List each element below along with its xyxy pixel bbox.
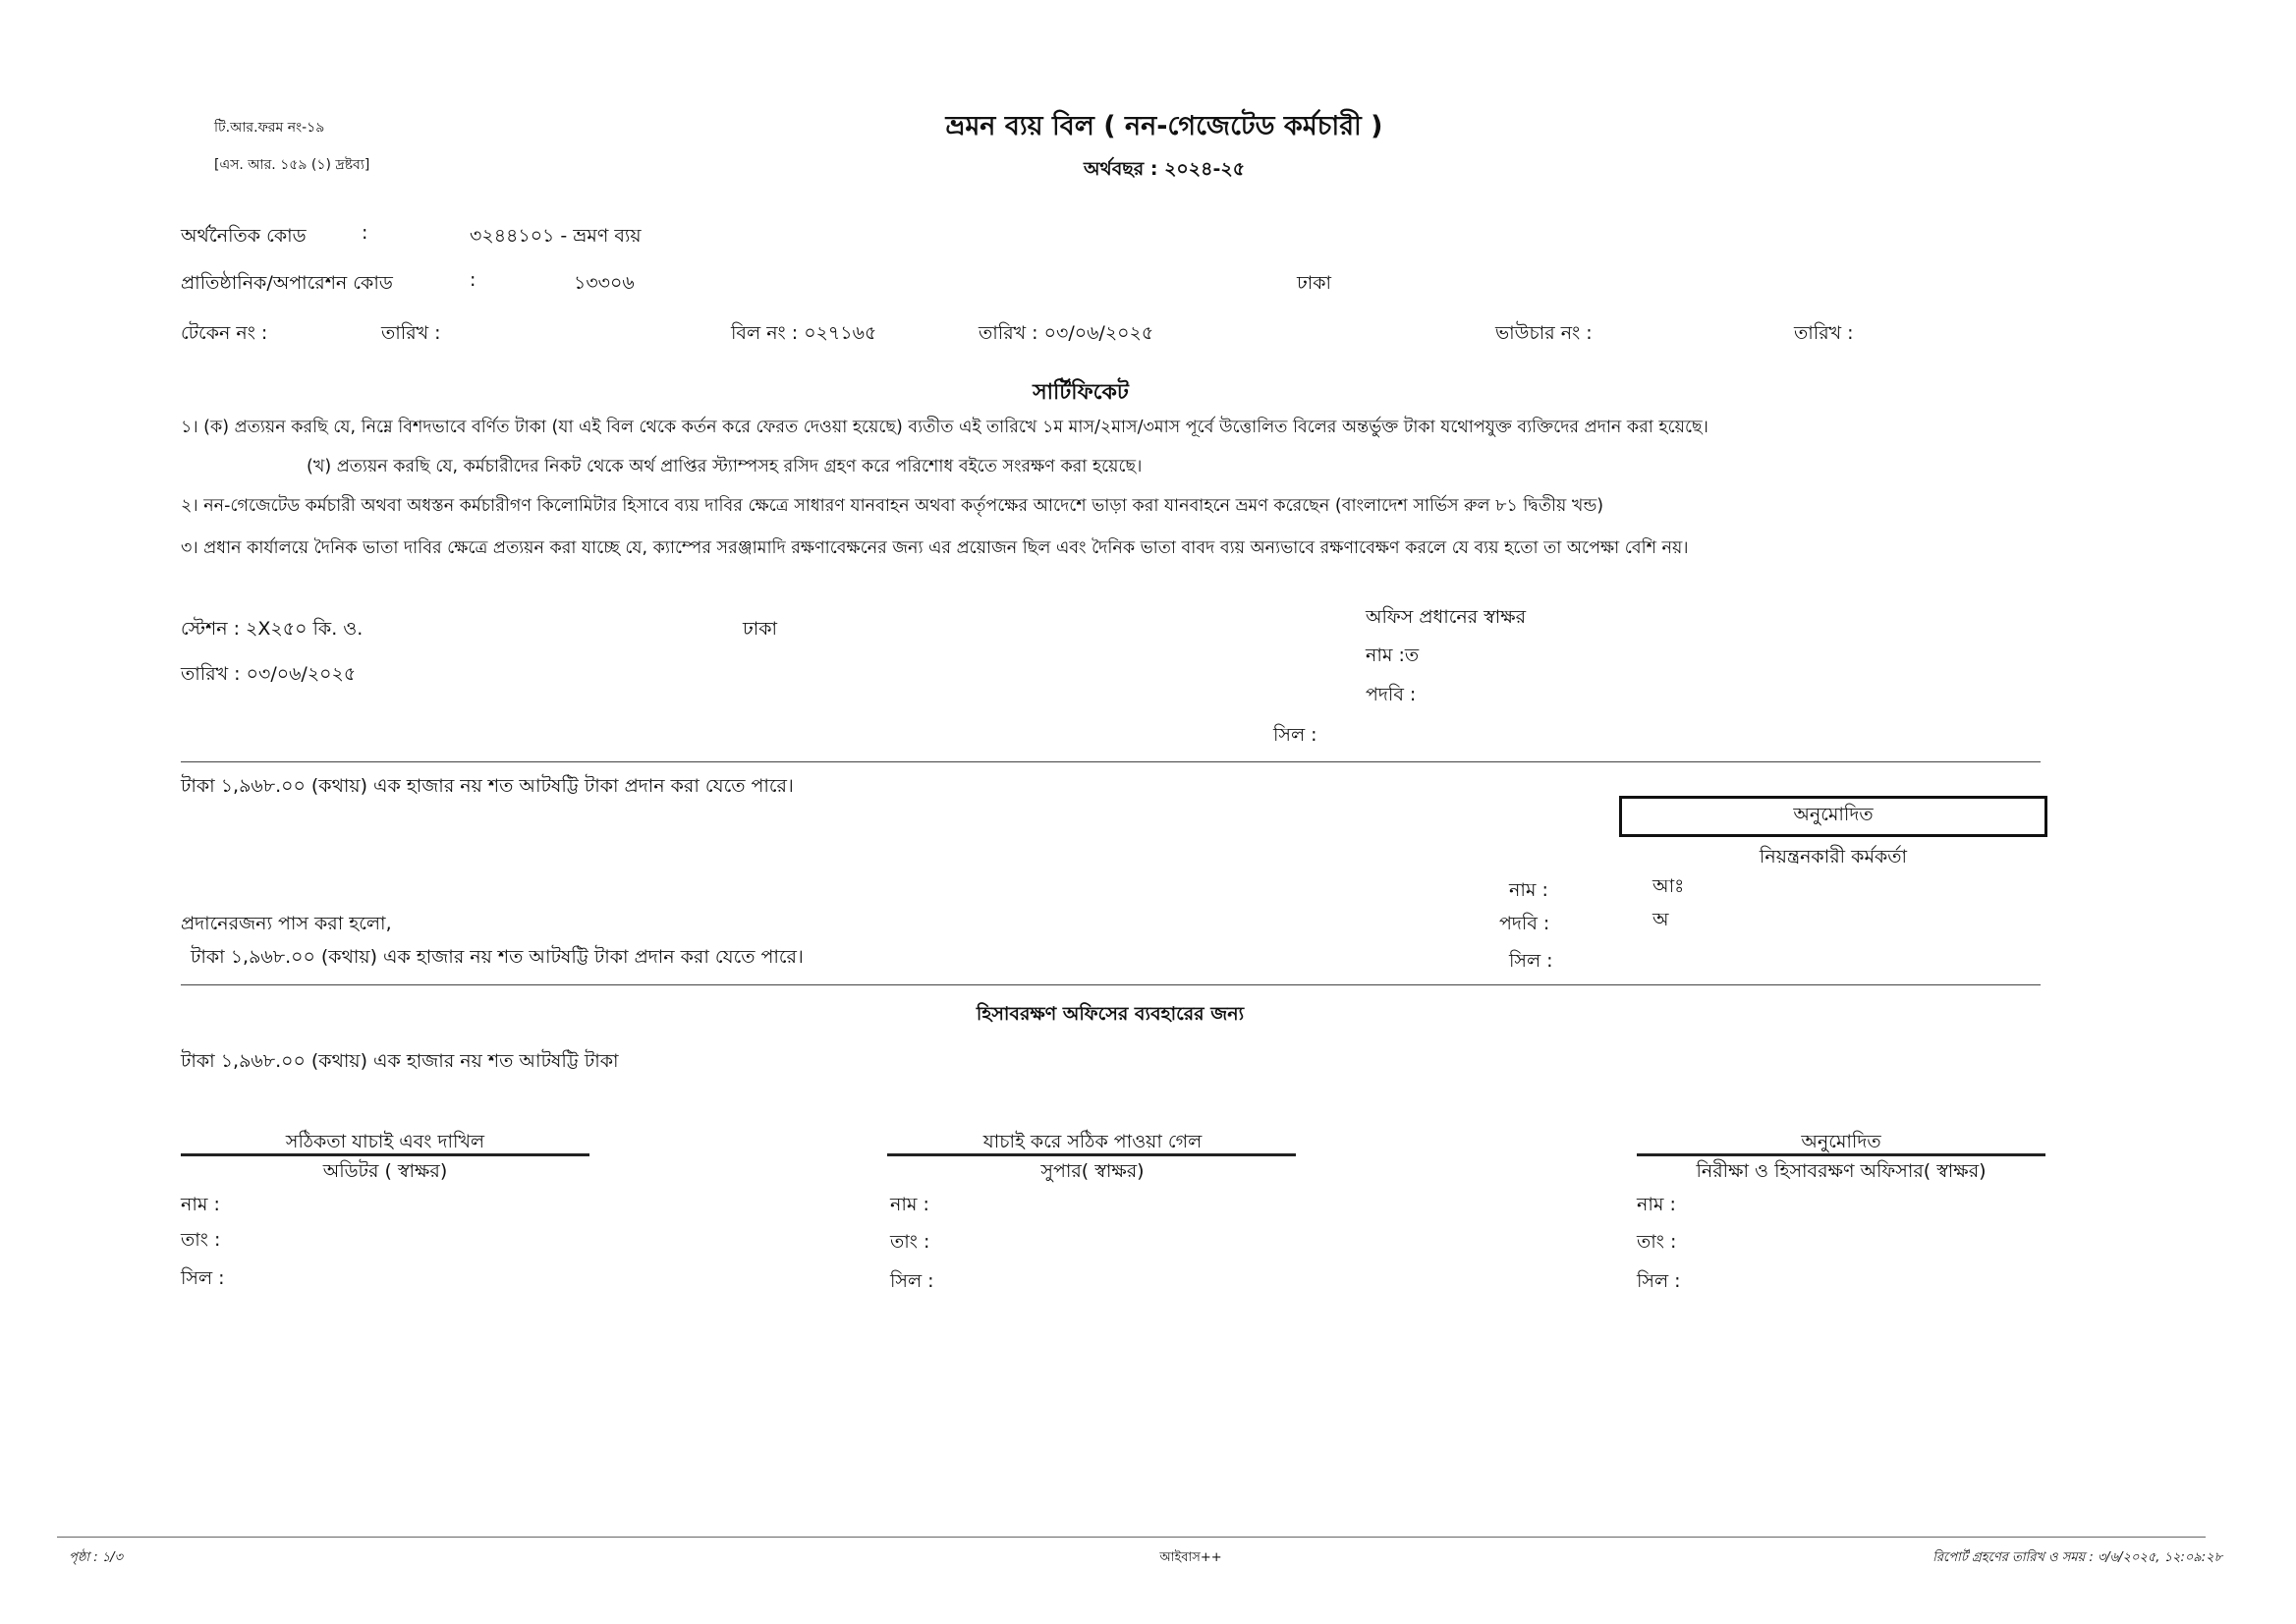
passed-amount: টাকা ১,৯৬৮.০০ (কথায়) এক হাজার নয় শত আটষট্টি টাকা প্রদান করা যেতে পারে। [191, 946, 804, 968]
divider [181, 984, 2041, 985]
station: স্টেশন : ২X২৫০ কি. ও. [181, 618, 364, 640]
signature-date: তাং : [890, 1231, 930, 1253]
signature-top-label: অনুমোদিত [1801, 1131, 1881, 1152]
office-head-seal: সিল : [1273, 724, 1317, 746]
token-date: তারিখ : [381, 322, 441, 344]
location: ঢাকা [1297, 272, 1332, 294]
controller-designation-label: পদবি : [1499, 913, 1550, 934]
accounts-amount: টাকা ১,৯৬৮.০০ (কথায়) এক হাজার নয় শত আটষট্টি টাকা [181, 1050, 619, 1072]
economic-code-label: অর্থনৈতিক কোড [181, 225, 307, 247]
institution-code-value: ১৩৩০৬ [574, 272, 635, 294]
office-head-signature: অফিস প্রধানের স্বাক্ষর [1366, 606, 1527, 628]
controller-designation-value: অ [1652, 909, 1669, 930]
rule-reference: [এস. আর. ১৫৯ (১) দ্রষ্টব্য] [214, 157, 370, 173]
controller-name-label: নাম : [1509, 879, 1548, 901]
signature-seal: সিল : [890, 1270, 934, 1292]
station-date: তারিখ : ০৩/০৬/২০২৫ [181, 663, 357, 685]
signature-top-label: যাচাই করে সঠিক পাওয়া গেল [982, 1131, 1203, 1152]
office-head-name: নাম :ত [1366, 644, 1420, 666]
token-number: টেকেন নং : [181, 322, 268, 344]
office-head-designation: পদবি : [1366, 684, 1417, 705]
payable-amount: টাকা ১,৯৬৮.০০ (কথায়) এক হাজার নয় শত আটষট্টি টাকা প্রদান করা যেতে পারে। [181, 775, 794, 797]
fiscal-year: অর্থবছর : ২০২৪-২৫ [1083, 158, 1246, 180]
certificate-para-1a: ১। (ক) প্রত্যয়ন করছি যে, নিম্নে বিশদভাবে বর্ণিত টাকা (যা এই বিল থেকে কর্তন করে ফেরত দেওয়া হয়েছে) ব্যতীত এই তারিখে ১ম মাস/২মাস/৩মাস পূর্বে উত্তোলিত বিলের অন্তর্ভুক্ত টাকা যথোপযুক্ত ব্যক্তিদের প্রদান করা হয়েছে। [181, 418, 1708, 437]
signature-top-label: সঠিকতা যাচাই এবং দাখিল [285, 1131, 485, 1152]
signature-name: নাম : [1637, 1194, 1676, 1215]
signature-date: তাং : [1637, 1231, 1677, 1253]
passed-for-payment: প্রদানেরজন্য পাস করা হলো, [181, 913, 392, 934]
footer-divider [57, 1537, 2206, 1538]
institution-code-colon: : [470, 269, 476, 291]
signature-line [887, 1153, 1296, 1156]
voucher-number: ভাউচার নং : [1495, 322, 1593, 344]
approved-box: অনুমোদিত [1619, 796, 2047, 837]
page-title: ভ্রমন ব্যয় বিল ( নন-গেজেটেড কর্মচারী ) [945, 111, 1383, 141]
voucher-date: তারিখ : [1794, 322, 1854, 344]
signature-line [1637, 1153, 2045, 1156]
station-city: ঢাকা [743, 618, 778, 640]
report-timestamp: রিপোর্ট গ্রহণের তারিখ ও সময় : ৩/৬/২০২৫, ১২:০৯:২৮ [1932, 1550, 2222, 1565]
audit-officer-signature: নিরীক্ষা ও হিসাবরক্ষণ অফিসার( স্বাক্ষর) [1696, 1160, 1987, 1182]
bill-date: তারিখ : ০৩/০৬/২০২৫ [979, 322, 1154, 344]
super-signature: সুপার( স্বাক্ষর) [1040, 1160, 1145, 1182]
page-number: পৃষ্ঠা : ১/৩ [69, 1550, 123, 1565]
signature-line [181, 1153, 589, 1156]
signature-seal: সিল : [1637, 1270, 1681, 1292]
signature-date: তাং : [181, 1229, 221, 1251]
controller-seal-label: সিল : [1509, 950, 1553, 972]
signature-seal: সিল : [181, 1267, 225, 1289]
certificate-para-2: ২। নন-গেজেটেড কর্মচারী অথবা অধস্তন কর্মচারীগণ কিলোমিটার হিসাবে ব্যয় দাবির ক্ষেত্রে সাধারণ যানবাহন অথবা কর্তৃপক্ষের আদেশে ভাড়া করা যানবাহনে ভ্রমণ করেছেন (বাংলাদেশ সার্ভিস রুল ৮১ দ্বিতীয় খন্ড) [181, 496, 1604, 516]
signature-name: নাম : [890, 1194, 929, 1215]
certificate-heading: সার্টিফিকেট [1033, 380, 1129, 405]
institution-code-label: প্রাতিষ্ঠানিক/অপারেশন কোড [181, 272, 393, 294]
signature-name: নাম : [181, 1194, 220, 1215]
certificate-para-3: ৩। প্রধান কার্যালয়ে দৈনিক ভাতা দাবির ক্ষেত্রে প্রত্যয়ন করা যাচ্ছে যে, ক্যাম্পের সরঞ্জামাদি রক্ষণাবেক্ষনের জন্য এর প্রয়োজন ছিল এবং দৈনিক ভাতা বাবদ ব্যয় অন্যভাবে রক্ষণাবেক্ষণ করলে যে ব্যয় হতো তা অপেক্ষা বেশি নয়। [181, 538, 1689, 558]
accounts-office-heading: হিসাবরক্ষণ অফিসের ব্যবহারের জন্য [976, 1003, 1245, 1025]
bill-number: বিল নং : ০২৭১৬৫ [731, 322, 877, 344]
software-name: আইবাস++ [1159, 1550, 1222, 1565]
economic-code-colon: : [362, 222, 368, 244]
controller-name-value: আঃ [1652, 875, 1685, 897]
economic-code-value: ৩২৪৪১০১ - ভ্রমণ ব্যয় [470, 225, 642, 247]
certificate-para-1b: (খ) প্রত্যয়ন করছি যে, কর্মচারীদের নিকট থেকে অর্থ প্রাপ্তির স্ট্যাম্পসহ রসিদ গ্রহণ করে পরিশোধ বইতে সংরক্ষণ করা হয়েছে। [307, 457, 1143, 476]
form-number: টি.আর.ফরম নং-১৯ [214, 120, 325, 136]
controlling-officer: নিয়ন্ত্রনকারী কর্মকর্তা [1759, 846, 1908, 868]
divider [181, 761, 2041, 762]
auditor-signature: অডিটর ( স্বাক্ষর) [322, 1160, 448, 1182]
